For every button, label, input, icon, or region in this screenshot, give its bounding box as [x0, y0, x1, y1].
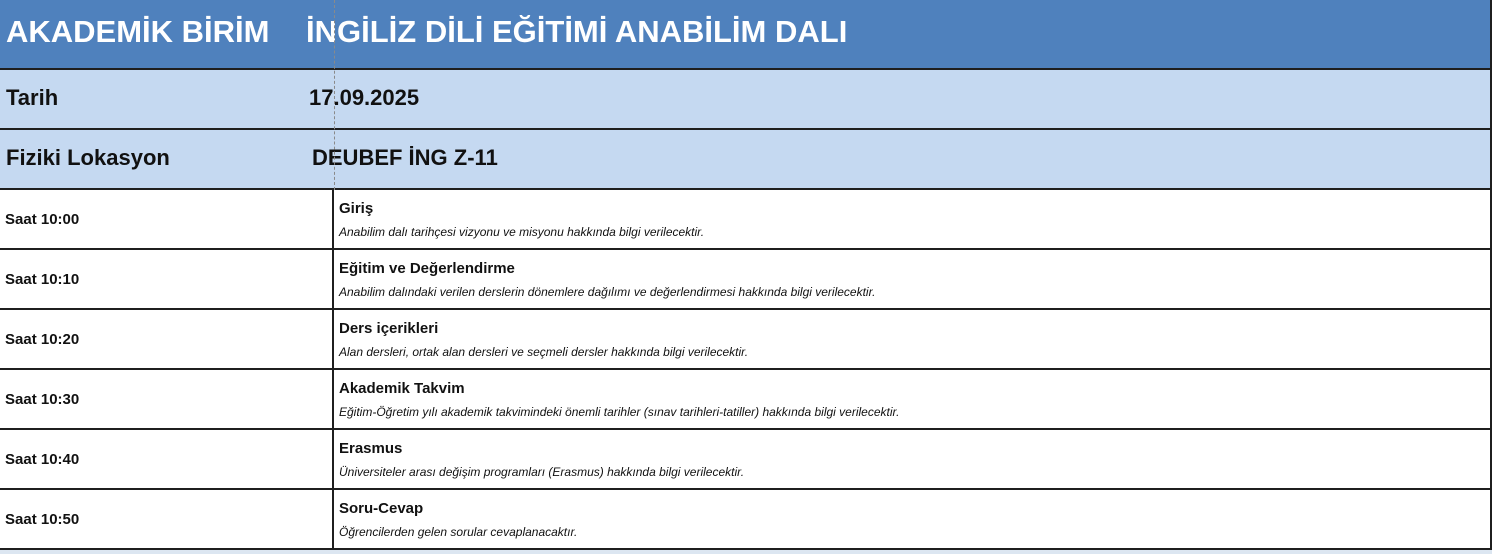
- schedule-row[interactable]: [0, 430, 1492, 490]
- time-cell[interactable]: [0, 490, 334, 548]
- session-title: Akademik Takvim: [339, 380, 465, 397]
- session-description: Alan dersleri, ortak alan dersleri ve seçmeli dersler hakkında bilgi verilecektir.: [339, 345, 749, 359]
- schedule-row[interactable]: [0, 190, 1492, 250]
- time-cell[interactable]: [0, 190, 334, 248]
- location-value: DEUBEF İNG Z-11: [312, 145, 498, 170]
- session-description: Öğrencilerden gelen sorular cevaplanacaktır.: [339, 525, 578, 539]
- time-label: Saat 10:30: [5, 391, 80, 408]
- location-label: Fiziki Lokasyon: [6, 145, 170, 170]
- time-cell[interactable]: [0, 310, 334, 368]
- session-title: Giriş: [339, 200, 374, 217]
- session-description: Eğitim-Öğretim yılı akademik takvimindeki önemli tarihler (sınav tarihleri-tatiller) hakkında bilgi verilecektir.: [339, 405, 900, 419]
- session-title: Ders içerikleri: [339, 320, 439, 337]
- session-title: Soru-Cevap: [339, 500, 424, 517]
- session-title: Eğitim ve Değerlendirme: [339, 260, 515, 277]
- header-department-value: İNGİLİZ DİLİ EĞİTİMİ ANABİLİM DALI: [306, 14, 848, 49]
- schedule-row[interactable]: [0, 250, 1492, 310]
- right-border: [1490, 0, 1492, 554]
- schedule-row[interactable]: [0, 370, 1492, 430]
- date-value: 17.09.2025: [309, 85, 420, 110]
- date-row[interactable]: [0, 70, 1492, 130]
- session-description: Anabilim dalındaki verilen derslerin dönemlere dağılımı ve değerlendirmesi hakkında bilgi verilecektir.: [339, 285, 876, 299]
- session-description: Üniversiteler arası değişim programları (Erasmus) hakkında bilgi verilecektir.: [339, 465, 745, 479]
- time-cell[interactable]: [0, 250, 334, 308]
- time-label: Saat 10:20: [5, 331, 80, 348]
- time-label: Saat 10:40: [5, 451, 80, 468]
- time-cell[interactable]: [0, 370, 334, 428]
- time-label: Saat 10:00: [5, 211, 80, 228]
- location-row[interactable]: [0, 130, 1492, 190]
- time-cell[interactable]: [0, 430, 334, 488]
- session-title: Erasmus: [339, 440, 403, 457]
- page-break-line: [334, 0, 335, 190]
- schedule-row[interactable]: [0, 490, 1492, 550]
- header-label: AKADEMİK BİRİM: [6, 14, 270, 49]
- header-row[interactable]: [0, 0, 1492, 70]
- schedule-row[interactable]: [0, 310, 1492, 370]
- time-label: Saat 10:10: [5, 271, 80, 288]
- session-description: Anabilim dalı tarihçesi vizyonu ve misyonu hakkında bilgi verilecektir.: [339, 225, 705, 239]
- date-label: Tarih: [6, 85, 59, 110]
- time-label: Saat 10:50: [5, 511, 80, 528]
- next-row-strip: [0, 550, 1492, 554]
